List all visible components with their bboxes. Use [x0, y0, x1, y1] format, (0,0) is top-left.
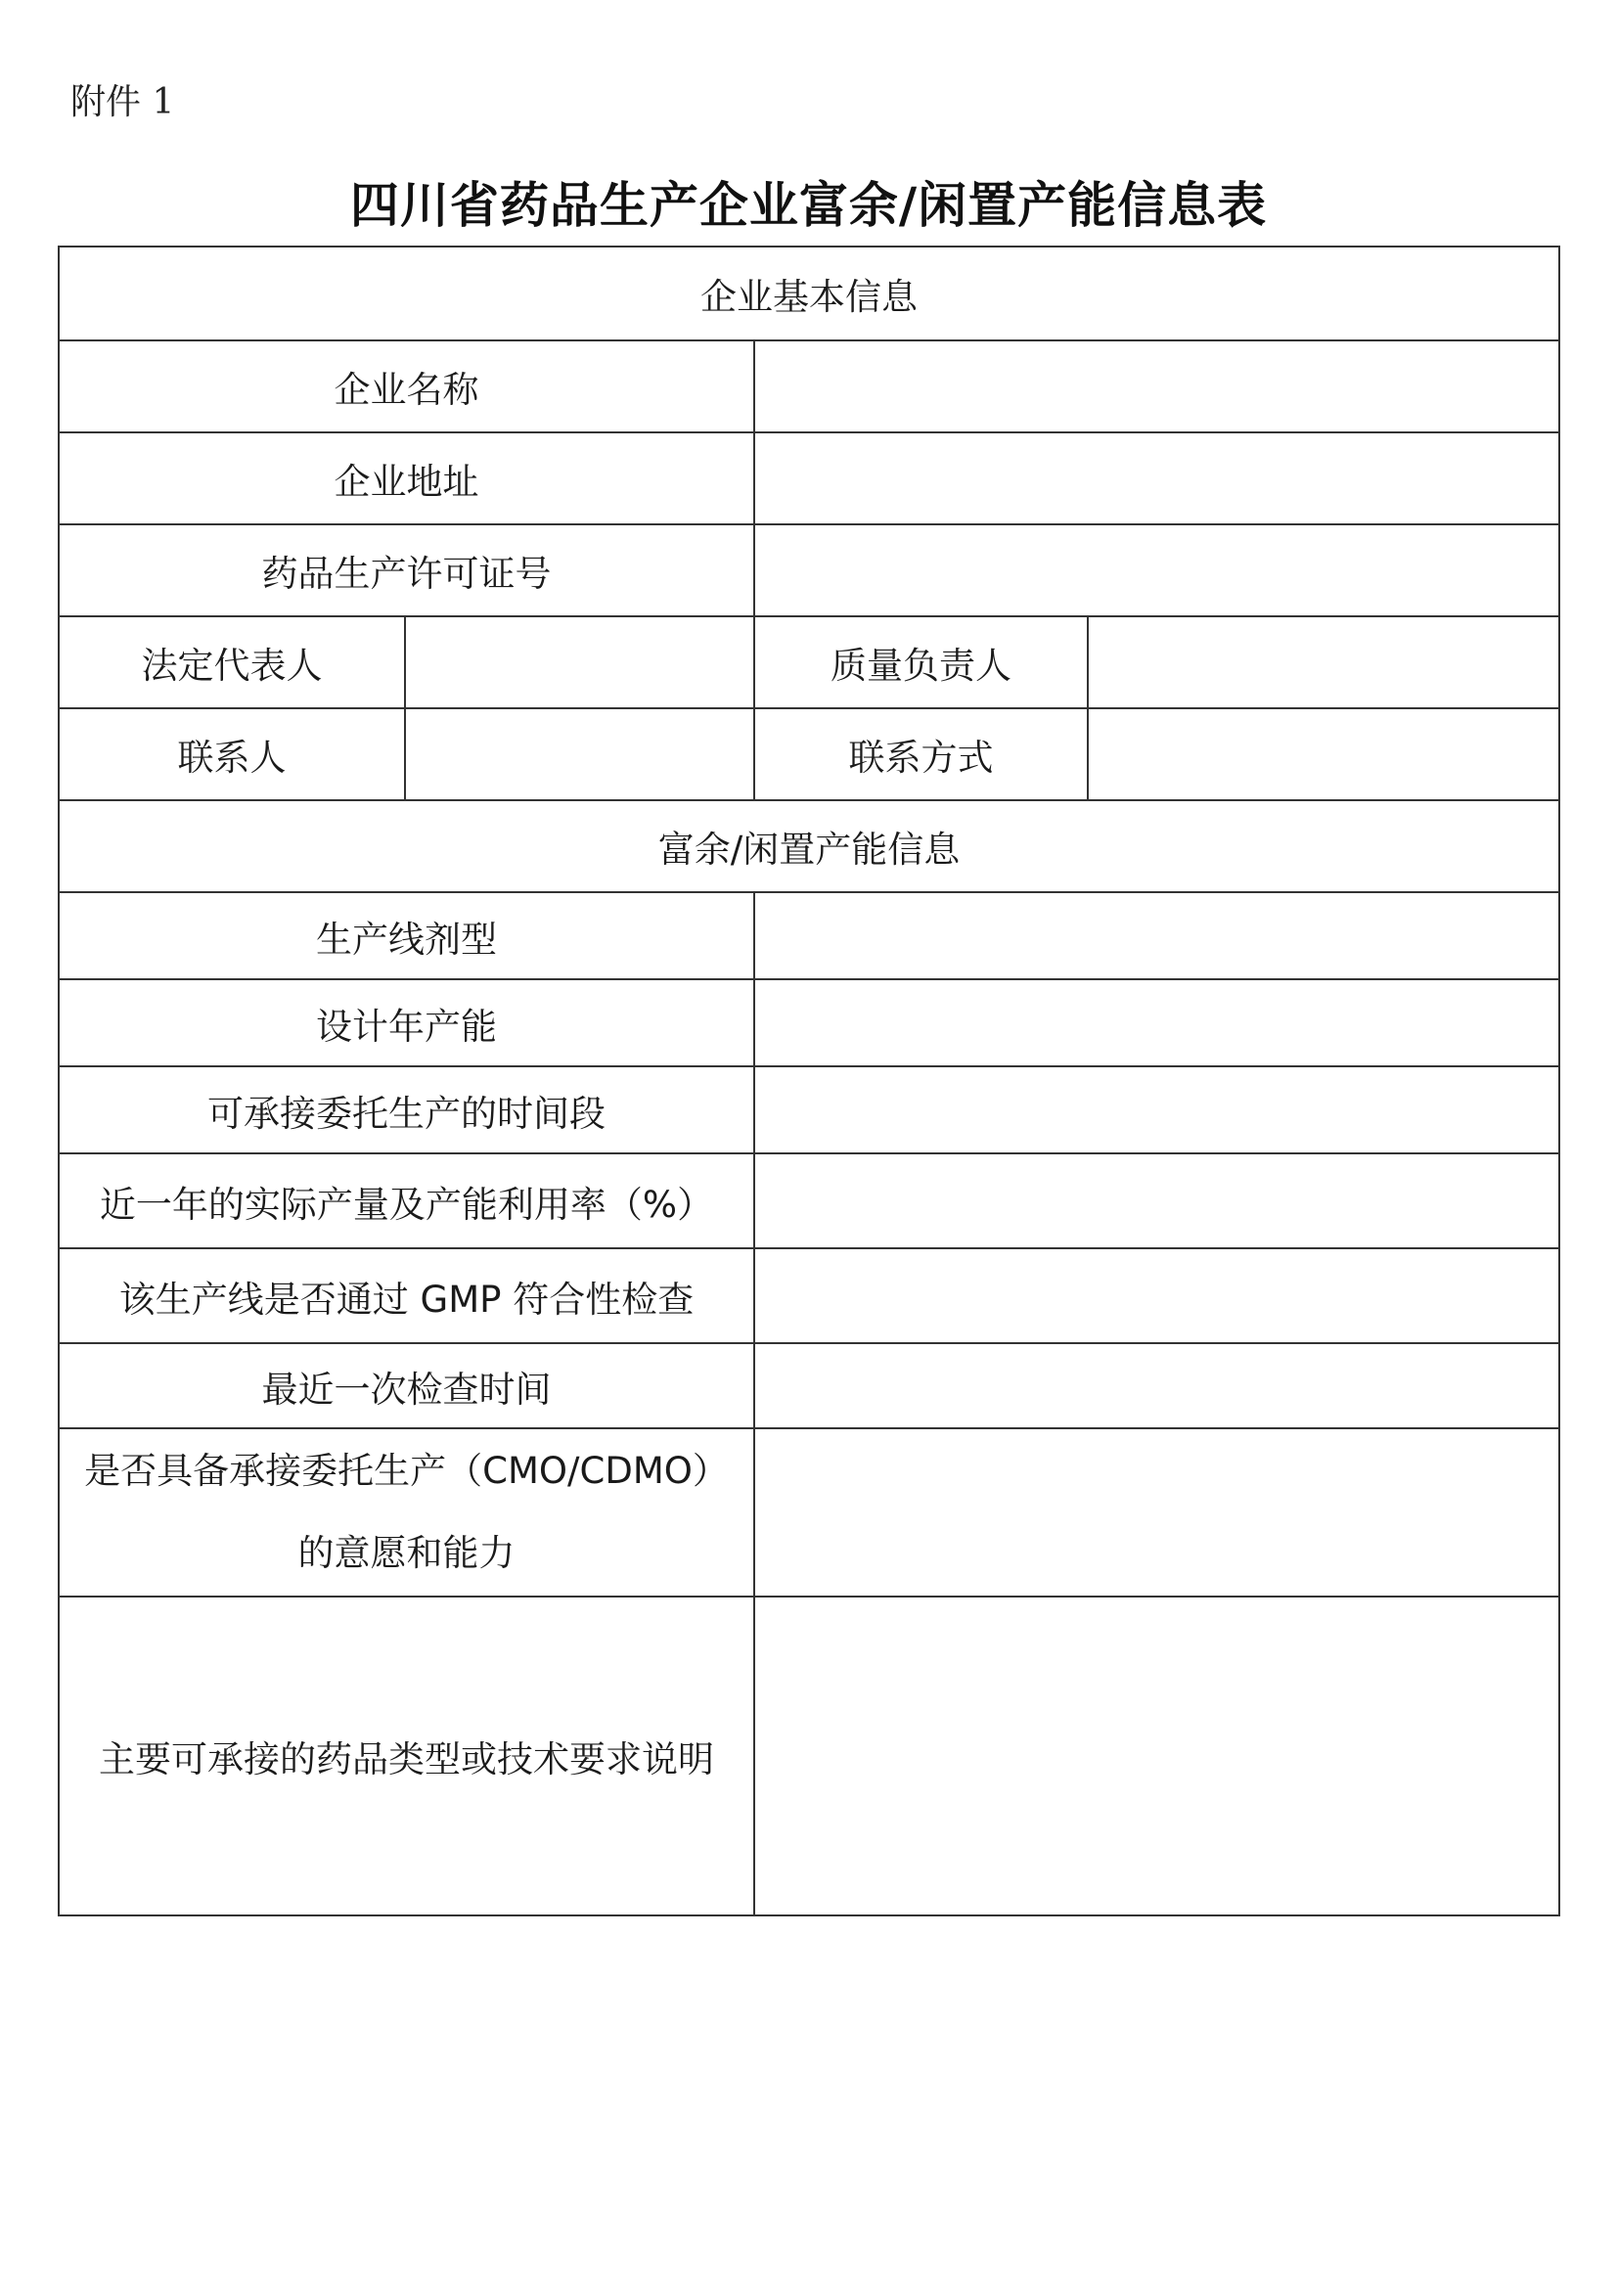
label-gmp-check: 该生产线是否通过 GMP 符合性检查 [59, 1248, 754, 1343]
label-company-address: 企业地址 [59, 432, 754, 524]
form-row-gmp-check [59, 1248, 1559, 1343]
label-cmo-capability-line-1: 是否具备承接委托生产（CMO/CDMO） [84, 1450, 729, 1492]
label-company-name: 企业名称 [59, 340, 754, 432]
field-license-number[interactable] [754, 524, 1559, 616]
field-company-address[interactable] [754, 432, 1559, 524]
capacity-info-form [58, 246, 1560, 1916]
label-cmo-capability [59, 1428, 754, 1597]
form-row-dosage-form [59, 892, 1559, 979]
field-contact-person[interactable] [405, 708, 754, 800]
field-main-types[interactable] [754, 1597, 1559, 1915]
label-contact-method: 联系方式 [754, 708, 1088, 800]
label-quality-head: 质量负责人 [754, 616, 1088, 708]
label-actual-output: 近一年的实际产量及产能利用率（%） [59, 1153, 754, 1248]
field-last-inspection[interactable] [754, 1343, 1559, 1428]
field-gmp-check[interactable] [754, 1248, 1559, 1343]
label-dosage-form: 生产线剂型 [59, 892, 754, 979]
form-row-contacts [59, 708, 1559, 800]
field-dosage-form[interactable] [754, 892, 1559, 979]
label-main-types: 主要可承接的药品类型或技术要求说明 [59, 1597, 754, 1915]
form-row-last-inspection [59, 1343, 1559, 1428]
section-title-capacity-info: 富余/闲置产能信息 [59, 800, 1559, 892]
label-legal-representative: 法定代表人 [59, 616, 405, 708]
label-last-inspection: 最近一次检查时间 [59, 1343, 754, 1428]
label-available-period: 可承接委托生产的时间段 [59, 1066, 754, 1153]
form-row-design-capacity [59, 979, 1559, 1066]
field-actual-output[interactable] [754, 1153, 1559, 1248]
label-license-number: 药品生产许可证号 [59, 524, 754, 616]
field-legal-representative[interactable] [405, 616, 754, 708]
attachment-label: 附件 1 [70, 82, 175, 122]
field-company-name[interactable] [754, 340, 1559, 432]
label-cmo-capability-line-2: 的意愿和能力 [297, 1532, 516, 1574]
form-row-main-types [59, 1597, 1559, 1915]
form-row-actual-output [59, 1153, 1559, 1248]
field-available-period[interactable] [754, 1066, 1559, 1153]
label-contact-person: 联系人 [59, 708, 405, 800]
section-row-basic [59, 247, 1559, 340]
label-design-capacity: 设计年产能 [59, 979, 754, 1066]
form-row-representatives [59, 616, 1559, 708]
form-row-cmo-capability [59, 1428, 1559, 1597]
field-contact-method[interactable] [1088, 708, 1559, 800]
section-title-basic-info: 企业基本信息 [59, 247, 1559, 340]
form-row-license-number [59, 524, 1559, 616]
form-row-company-name [59, 340, 1559, 432]
field-design-capacity[interactable] [754, 979, 1559, 1066]
section-row-capacity [59, 800, 1559, 892]
field-cmo-capability[interactable] [754, 1428, 1559, 1597]
field-quality-head[interactable] [1088, 616, 1559, 708]
document-title: 四川省药品生产企业富余/闲置产能信息表 [349, 176, 1268, 234]
form-row-available-period [59, 1066, 1559, 1153]
form-row-company-address [59, 432, 1559, 524]
